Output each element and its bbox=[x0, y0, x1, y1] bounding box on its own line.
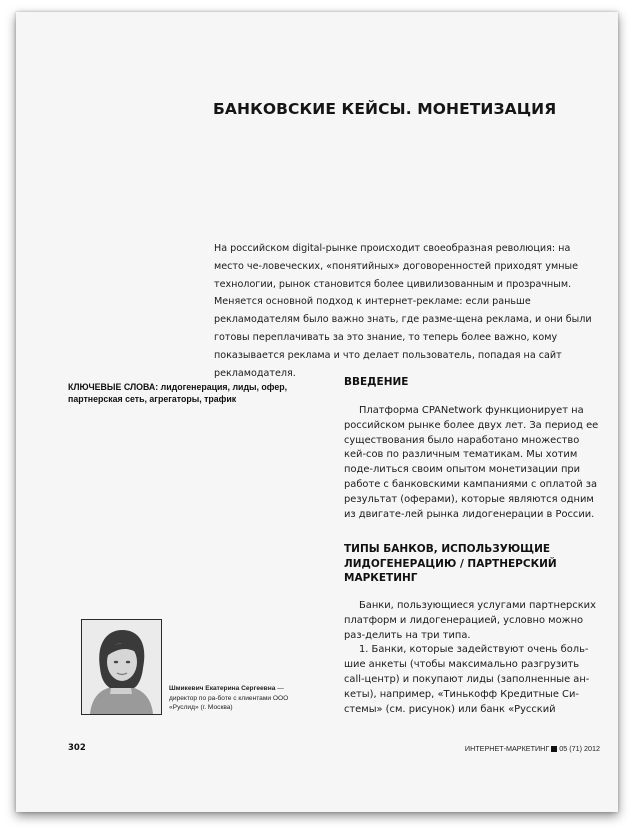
journal-name: ИНТЕРНЕТ-МАРКЕТИНГ bbox=[464, 744, 550, 753]
journal-issue: 05 (71) 2012 bbox=[559, 744, 600, 753]
document-page bbox=[16, 12, 618, 812]
journal-footer bbox=[465, 744, 600, 753]
author-name: Шмикевич Екатерина Сергеевна bbox=[169, 685, 276, 692]
section-heading-bank-types: ТИПЫ БАНКОВ, ИСПОЛЬЗУЮЩИЕ ЛИДОГЕНЕРАЦИЮ / ПАРТНЕРСКИЙ МАРКЕТИНГ bbox=[344, 543, 557, 584]
paragraph: Платформа CPANetwork функционирует на российском рынке более двух лет. За период ее существования было наработано множество кей-сов по различным тематикам. Мы хотим поде-литься своим опытом монетизации при работе с банковскими кампаниями с оплатой за результат (оферами), которые являются одним из двигате-лей рынка лидогенерации в России. bbox=[344, 405, 599, 520]
author-portrait-image bbox=[82, 620, 161, 714]
section-introduction-body bbox=[344, 404, 600, 522]
keywords-label: КЛЮЧЕВЫЕ СЛОВА: bbox=[68, 382, 159, 392]
section-bank-types-body bbox=[344, 599, 600, 717]
page-number: 302 bbox=[68, 743, 86, 753]
author-photo bbox=[81, 619, 162, 715]
keywords-list: лидогенерация, лиды, офер, партнерская сеть, агрегаторы, трафик bbox=[68, 382, 288, 404]
keywords bbox=[68, 381, 338, 405]
article-title: БАНКОВСКИЕ КЕЙСЫ. МОНЕТИЗАЦИЯ bbox=[213, 100, 557, 118]
author-description: — директор по ра-боте с клиентами ООО «Руслид» (г. Москва) bbox=[169, 685, 289, 711]
paragraph: 1. Банки, которые задействуют очень боль-шие анкеты (чтобы максимально разгрузить call-центр) и покупают лиды (заполненные ан-кеты), например, «Тинькофф Кредитные Си-стемы» (см. рисунок) или банк «Русский bbox=[344, 644, 590, 715]
author-caption bbox=[169, 684, 305, 713]
paragraph: Банки, пользующиеся услугами партнерских платформ и лидогенерацией, условно можно раз-делить на три типа. bbox=[344, 600, 596, 641]
section-heading-introduction: ВВЕДЕНИЕ bbox=[344, 376, 409, 388]
square-separator-icon bbox=[551, 746, 557, 752]
article-lead: На российском digital-рынке происходит своеобразная революция: на место че-ловеческих, «понятийных» договоренностей приходят умные технологии, рынок становится более цивилизованным и прозрачным. Меняется основной подход к интернет-рекламе: если раньше рекламодателям было важно знать, где разме-щена реклама, и они были готовы переплачивать за это знание, то теперь более важно, кому показывается реклама и что делает пользователь, попадая на сайт рекламодателя. bbox=[214, 243, 592, 379]
